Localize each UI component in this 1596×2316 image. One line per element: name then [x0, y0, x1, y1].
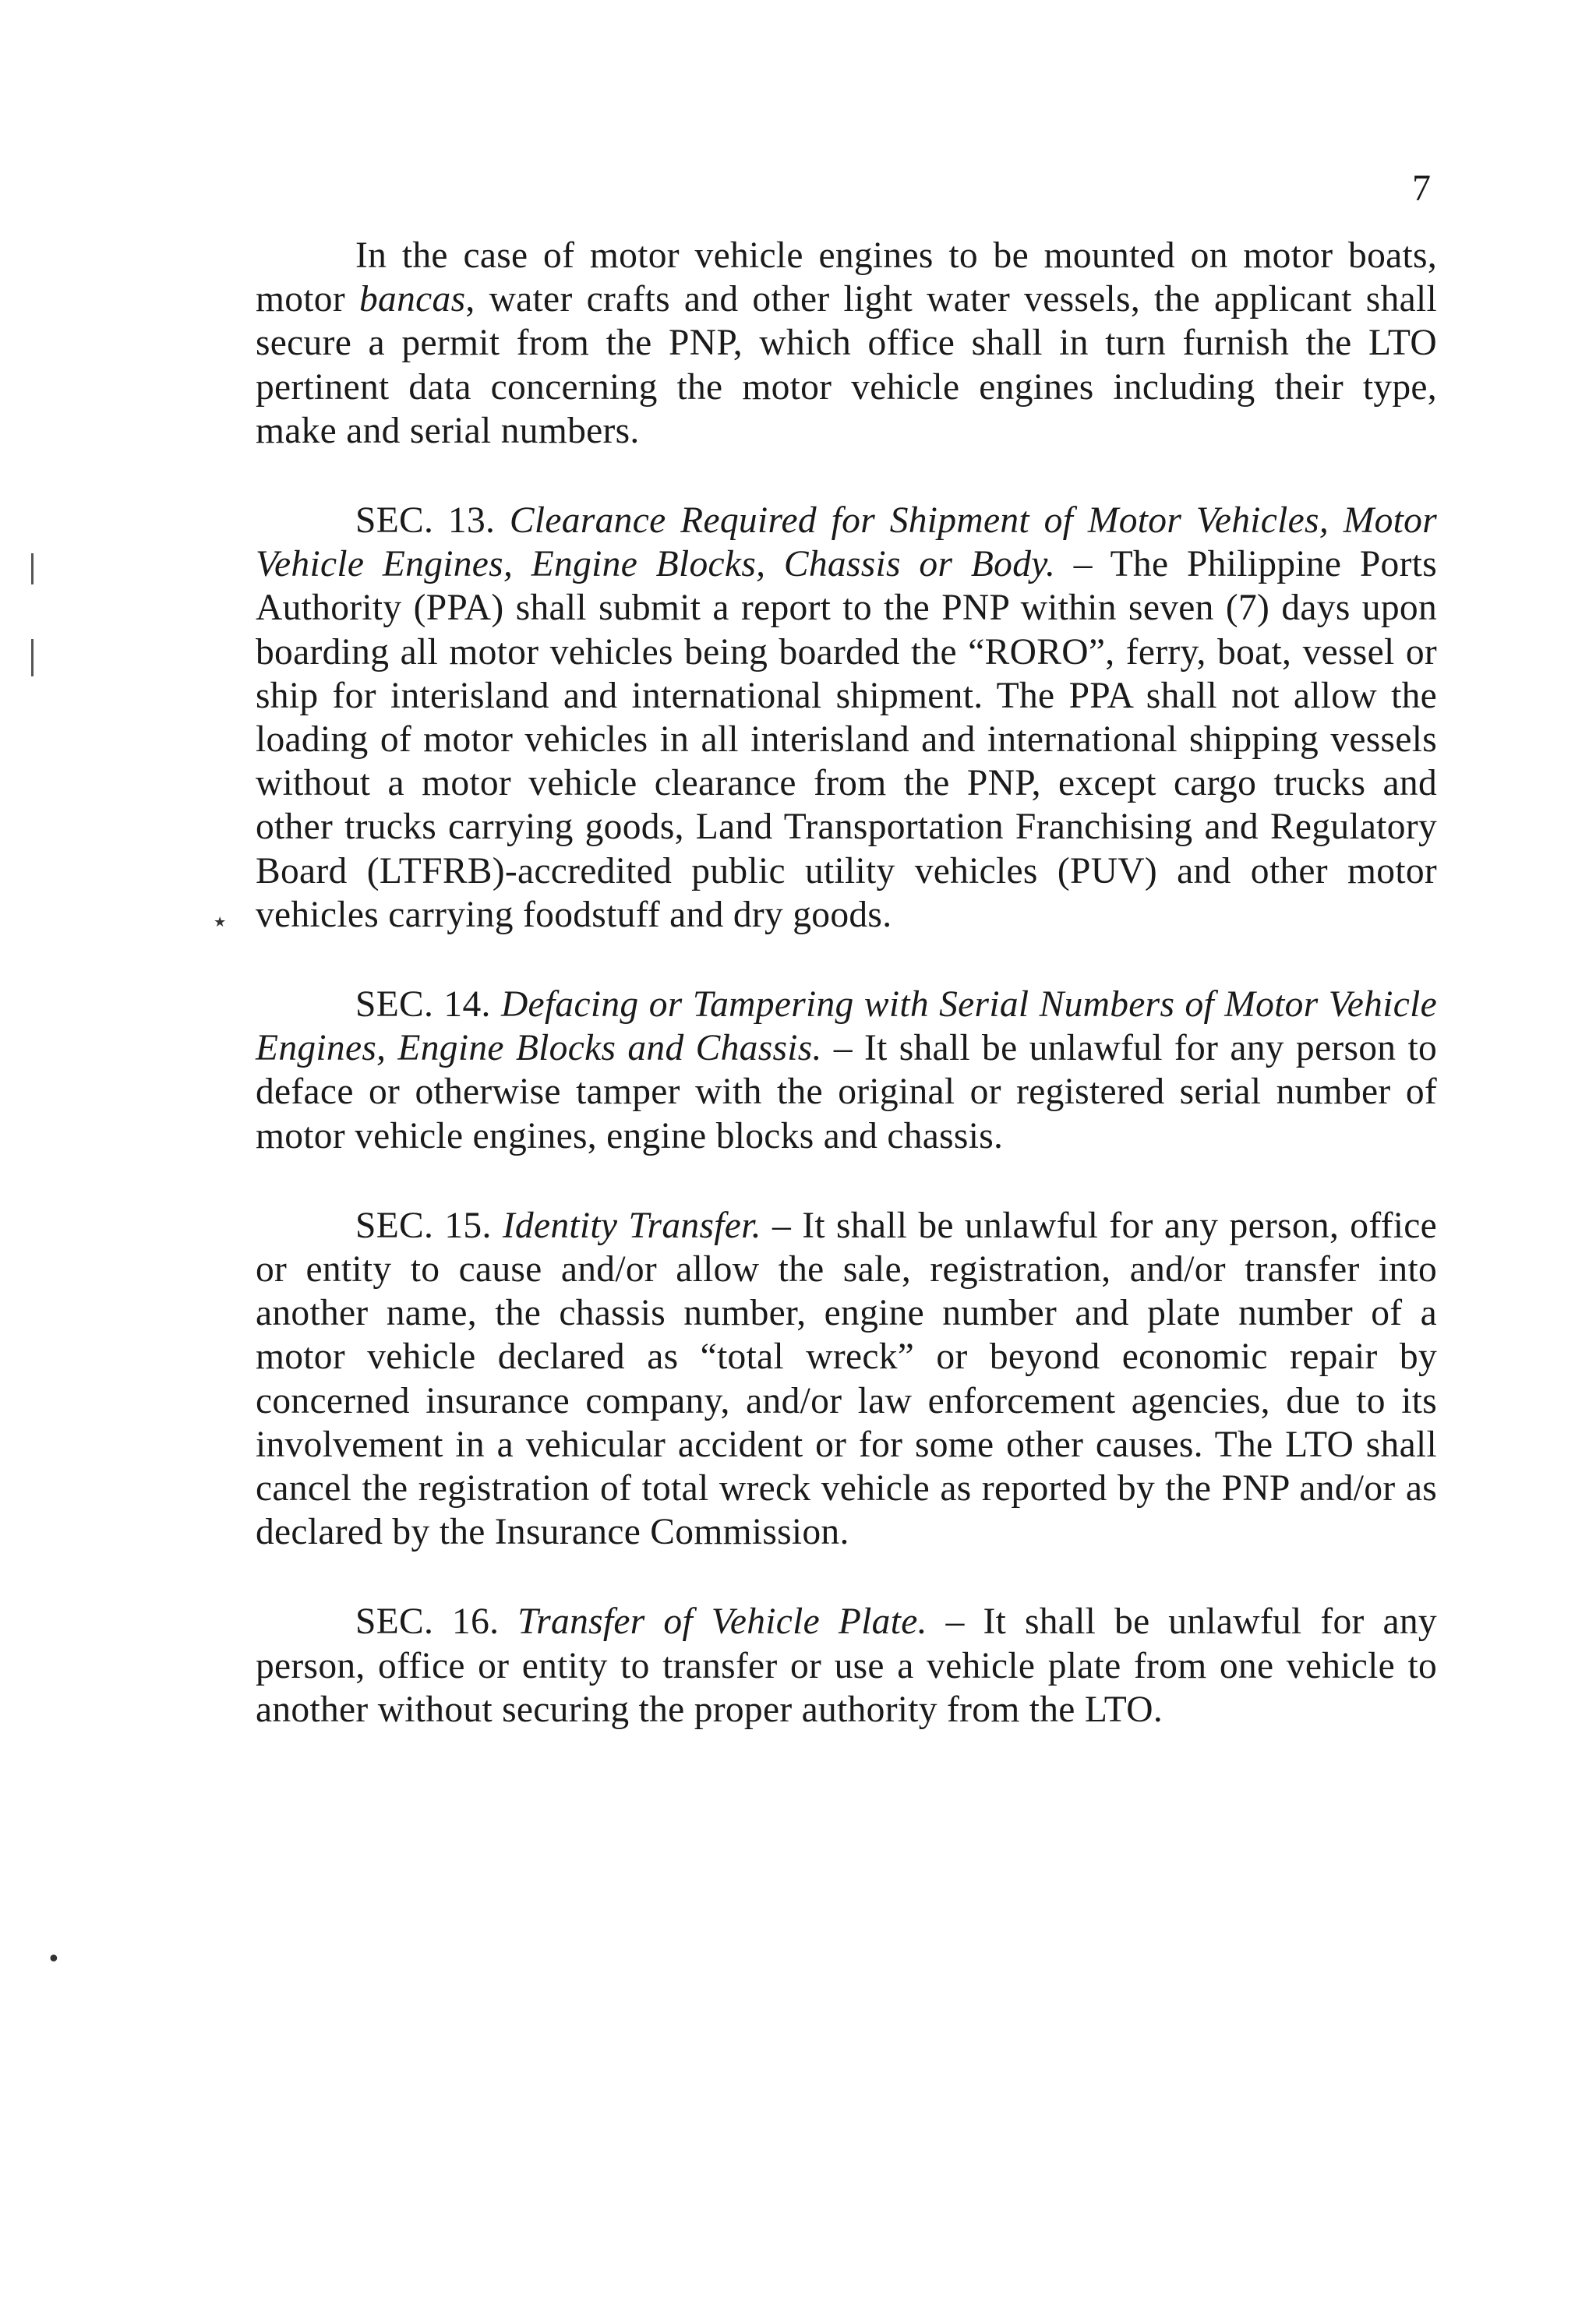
italic-term: bancas — [359, 279, 466, 320]
section-15 — [256, 1204, 1437, 1555]
section-number: SEC. 16. — [355, 1601, 518, 1643]
section-title: Clearance Required for Shipment of Motor Vehicles, Motor Vehicle Engines, Engine Blocks, Chassis or Body. — [256, 500, 1437, 585]
paragraph-text: , water crafts and other light water vessels, the applicant shall secure a permit from the PNP, which office shall in turn furnish the LTO pertinent data concerning the motor vehicle engines including their type, make and serial numbers. — [256, 279, 1438, 451]
section-body: – It shall be unlawful for any person, office or entity to transfer or use a vehicle plate from one vehicle to another without securing the proper authority from the LTO. — [256, 1601, 1437, 1730]
intro-paragraph — [256, 234, 1437, 453]
section-13 — [256, 499, 1437, 937]
body-text — [256, 234, 1437, 1732]
section-number: SEC. 13. — [355, 500, 510, 542]
section-title: Defacing or Tampering with Serial Numbers of Motor Vehicle Engines, Engine Blocks and Chassis. — [256, 984, 1437, 1069]
section-body: – It shall be unlawful for any person, office or entity to cause and/or allow the sale, registration, and/or transfer into another name, the chassis number, engine number and plate number of a motor vehicle declared as “total wreck” or beyond economic repair by concerned insurance company, and/or law enforcement agencies, due to its involvement in a vehicular accident or for some other causes. The LTO shall cancel the registration of total wreck vehicle as reported by the PNP and/or as declared by the Insurance Commission. — [256, 1205, 1437, 1553]
section-number: SEC. 15. — [355, 1205, 503, 1246]
section-16 — [256, 1600, 1437, 1732]
section-body: – It shall be unlawful for any person to deface or otherwise tamper with the original or registered serial number of motor vehicle engines, engine blocks and chassis. — [256, 1028, 1437, 1156]
scan-mark — [31, 639, 34, 676]
section-title: Identity Transfer. — [502, 1205, 761, 1246]
paragraph-text: In the case of motor vehicle engines to be mounted on motor boats, motor — [256, 235, 1437, 320]
section-body: – The Philippine Ports Authority (PPA) shall submit a report to the PNP within seven (7) days upon boarding all motor vehicles being boarded the “RORO”, ferry, boat, vessel or ship for interisland and international shipment. The PPA shall not allow the loading of motor vehicles in all interisland and international shipping vessels without a motor vehicle clearance from the PNP, except cargo trucks and other trucks carrying goods, Land Transportation Franchising and Regulatory Board (LTFRB)-accredited public utility vehicles (PUV) and other motor vehicles carrying foodstuff and dry goods. — [256, 544, 1437, 935]
section-number: SEC. 14. — [355, 984, 501, 1026]
section-14 — [256, 983, 1437, 1158]
scan-mark — [31, 553, 34, 584]
margin-mark: ٭ — [214, 908, 227, 935]
margin-mark: • — [47, 1946, 61, 1973]
section-title: Transfer of Vehicle Plate. — [517, 1601, 927, 1643]
page-number: 7 — [1412, 168, 1431, 209]
